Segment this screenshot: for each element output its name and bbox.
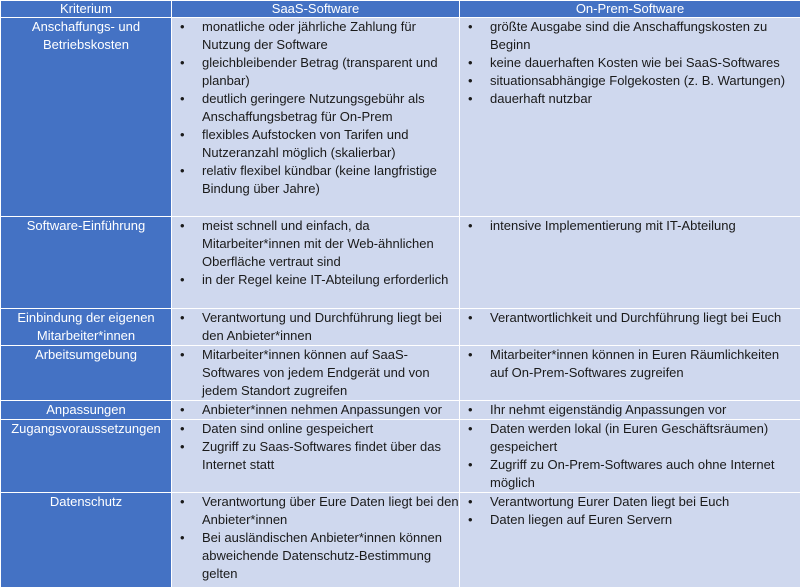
onprem-list	[460, 420, 800, 492]
saas-cell	[172, 420, 460, 493]
list-item	[180, 309, 459, 345]
bullet-icon: •	[180, 126, 185, 144]
item-text: Bei ausländischen Anbieter*innen können abweichende Datenschutz-Bestimmung gelten	[202, 530, 442, 581]
saas-cell	[172, 493, 460, 588]
onprem-cell	[460, 309, 800, 346]
bullet-icon: •	[180, 346, 185, 364]
item-text: keine dauerhaften Kosten wie bei SaaS-Softwares	[490, 55, 780, 70]
bullet-icon: •	[180, 529, 185, 547]
list-item	[180, 126, 459, 162]
header-saas: SaaS-Software	[172, 1, 460, 18]
list-item	[468, 456, 800, 492]
list-item	[180, 529, 459, 583]
bullet-icon: •	[468, 217, 473, 235]
saas-list	[172, 18, 459, 198]
list-item	[468, 18, 800, 54]
table-row	[1, 309, 800, 346]
onprem-cell	[460, 420, 800, 493]
item-text: Mitarbeiter*innen können in Euren Räumlichkeiten auf On-Prem-Softwares zugreifen	[490, 347, 779, 380]
item-text: Verantwortlichkeit und Durchführung liegt bei Euch	[490, 310, 781, 325]
list-item	[180, 54, 459, 90]
list-item	[468, 54, 800, 72]
bullet-icon: •	[180, 438, 185, 456]
onprem-cell	[460, 401, 800, 420]
item-text: intensive Implementierung mit IT-Abteilung	[490, 218, 736, 233]
criterion-label: Arbeitsumgebung	[1, 346, 172, 401]
list-item	[468, 309, 800, 327]
onprem-cell	[460, 217, 800, 309]
item-text: Verantwortung Eurer Daten liegt bei Euch	[490, 494, 729, 509]
table-row	[1, 346, 800, 401]
item-text: Ihr nehmt eigenständig Anpassungen vor	[490, 402, 726, 417]
header-onprem: On-Prem-Software	[460, 1, 800, 18]
list-item	[180, 162, 459, 198]
list-item	[468, 401, 800, 419]
header-kriterium: Kriterium	[1, 1, 172, 18]
saas-cell	[172, 18, 460, 217]
bullet-icon: •	[468, 72, 473, 90]
saas-list	[172, 401, 459, 419]
criterion-label: Anschaffungs- und Betriebskosten	[1, 18, 172, 217]
saas-list	[172, 309, 459, 345]
bullet-icon: •	[468, 54, 473, 72]
table-row	[1, 217, 800, 309]
bullet-icon: •	[180, 493, 185, 511]
item-text: Daten liegen auf Euren Servern	[490, 512, 672, 527]
list-item	[180, 18, 459, 54]
onprem-cell	[460, 18, 800, 217]
bullet-icon: •	[468, 18, 473, 36]
onprem-list	[460, 346, 800, 382]
saas-list	[172, 346, 459, 400]
item-text: Verantwortung und Durchführung liegt bei den Anbieter*innen	[202, 310, 442, 343]
table-row	[1, 493, 800, 588]
item-text: dauerhaft nutzbar	[490, 91, 592, 106]
item-text: monatliche oder jährliche Zahlung für Nutzung der Software	[202, 19, 416, 52]
item-text: Daten sind online gespeichert	[202, 421, 373, 436]
item-text: Mitarbeiter*innen können auf SaaS-Softwares von jedem Endgerät und von jedem Standort zugreifen	[202, 347, 430, 398]
item-text: Zugriff zu Saas-Softwares findet über das Internet statt	[202, 439, 441, 472]
saas-cell	[172, 401, 460, 420]
list-item	[180, 271, 459, 289]
saas-list	[172, 217, 459, 289]
table-row	[1, 401, 800, 420]
item-text: größte Ausgabe sind die Anschaffungskosten zu Beginn	[490, 19, 767, 52]
onprem-list	[460, 401, 800, 419]
onprem-cell	[460, 493, 800, 588]
list-item	[468, 90, 800, 108]
table-body	[1, 18, 800, 588]
item-text: deutlich geringere Nutzungsgebühr als Anschaffungsbetrag für On-Prem	[202, 91, 425, 124]
list-item	[180, 438, 459, 474]
table-row	[1, 18, 800, 217]
list-item	[180, 420, 459, 438]
bullet-icon: •	[180, 90, 185, 108]
onprem-cell	[460, 346, 800, 401]
list-item	[180, 401, 459, 419]
onprem-list	[460, 309, 800, 327]
list-item	[468, 346, 800, 382]
item-text: Anbieter*innen nehmen Anpassungen vor	[202, 402, 442, 417]
bullet-icon: •	[180, 18, 185, 36]
saas-list	[172, 420, 459, 474]
list-item	[180, 217, 459, 271]
table-row	[1, 420, 800, 493]
item-text: Daten werden lokal (in Euren Geschäftsräumen) gespeichert	[490, 421, 768, 454]
criterion-label: Software-Einführung	[1, 217, 172, 309]
bullet-icon: •	[468, 456, 473, 474]
item-text: gleichbleibender Betrag (transparent und planbar)	[202, 55, 438, 88]
bullet-icon: •	[180, 54, 185, 72]
criterion-label: Datenschutz	[1, 493, 172, 588]
list-item	[468, 420, 800, 456]
bullet-icon: •	[180, 420, 185, 438]
bullet-icon: •	[468, 346, 473, 364]
criterion-label: Einbindung der eigenen Mitarbeiter*innen	[1, 309, 172, 346]
list-item	[180, 493, 459, 529]
saas-list	[172, 493, 459, 583]
saas-cell	[172, 217, 460, 309]
bullet-icon: •	[468, 401, 473, 419]
onprem-list	[460, 217, 800, 235]
onprem-list	[460, 493, 800, 529]
onprem-list	[460, 18, 800, 108]
list-item	[468, 511, 800, 529]
bullet-icon: •	[180, 401, 185, 419]
item-text: Zugriff zu On-Prem-Softwares auch ohne Internet möglich	[490, 457, 774, 490]
criterion-label: Zugangsvoraussetzungen	[1, 420, 172, 493]
bullet-icon: •	[180, 217, 185, 235]
list-item	[468, 493, 800, 511]
bullet-icon: •	[468, 309, 473, 327]
bullet-icon: •	[180, 271, 185, 289]
saas-cell	[172, 309, 460, 346]
list-item	[180, 90, 459, 126]
saas-cell	[172, 346, 460, 401]
header-row	[1, 1, 800, 18]
criterion-label: Anpassungen	[1, 401, 172, 420]
bullet-icon: •	[468, 511, 473, 529]
list-item	[180, 346, 459, 400]
list-item	[468, 72, 800, 90]
item-text: relativ flexibel kündbar (keine langfristige Bindung über Jahre)	[202, 163, 437, 196]
bullet-icon: •	[468, 493, 473, 511]
item-text: in der Regel keine IT-Abteilung erforderlich	[202, 272, 448, 287]
bullet-icon: •	[468, 420, 473, 438]
item-text: Verantwortung über Eure Daten liegt bei den Anbieter*innen	[202, 494, 459, 527]
list-item	[468, 217, 800, 235]
bullet-icon: •	[180, 162, 185, 180]
item-text: situationsabhängige Folgekosten (z. B. Wartungen)	[490, 73, 785, 88]
item-text: flexibles Aufstocken von Tarifen und Nutzeranzahl möglich (skalierbar)	[202, 127, 408, 160]
bullet-icon: •	[468, 90, 473, 108]
item-text: meist schnell und einfach, da Mitarbeiter*innen mit der Web-ähnlichen Oberfläche vertraut sind	[202, 218, 434, 269]
bullet-icon: •	[180, 309, 185, 327]
